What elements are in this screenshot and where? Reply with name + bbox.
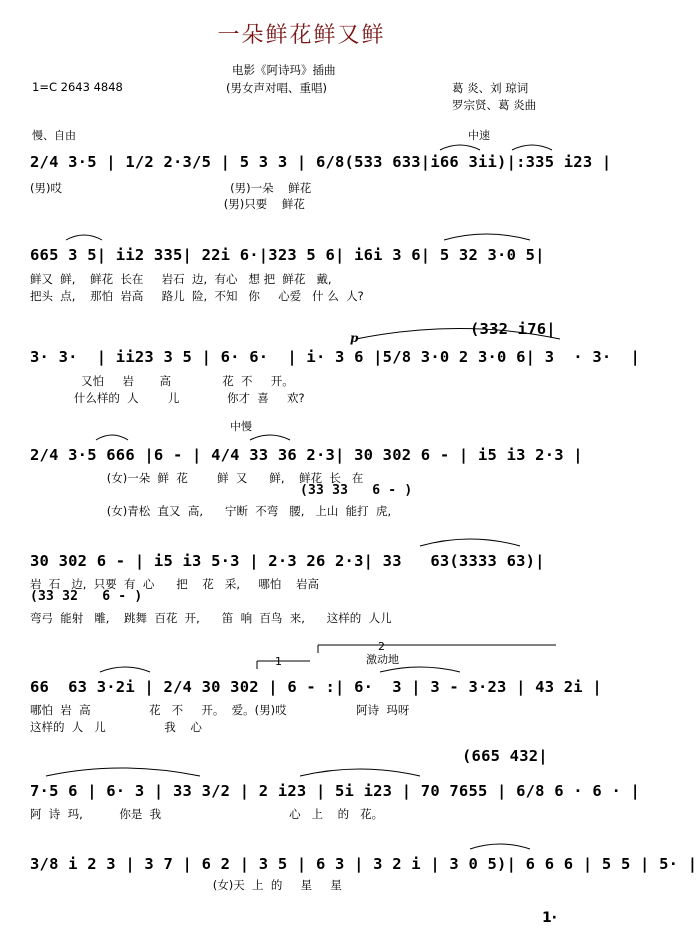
- slur-mark: [46, 768, 200, 776]
- song-title: 一朵鲜花鲜又鲜: [217, 22, 386, 47]
- slur-mark: [444, 234, 530, 240]
- staff-line-5: 30 302 6 - | i5 i3 5·3 | 2·3 26 2·3| 33 63(3333 63)|: [30, 552, 545, 570]
- key-signature: [32, 80, 123, 94]
- lyric-line-7a: 阿 诗 玛, 你是 我 心 上 的 花。: [30, 807, 384, 821]
- lyric-line-5b: 弯弓 能射 雕, 跳舞 百花 开, 笛 响 百鸟 来, 这样的 人儿: [30, 611, 392, 625]
- harmony-line-4: (33 33 6 - ): [300, 483, 413, 498]
- staff-line-1: 2/4 3·5 | 1/2 2·3/5 | 5 3 3 | 6/8(533 633|i66 3ii)|:335 i23 |: [30, 153, 612, 171]
- performance-note: (男女声对唱、重唱): [226, 81, 327, 95]
- lyric-line-2a: 鲜又 鲜, 鲜花 长在 岩石 边, 有心 想 把 鲜花 戴,: [30, 272, 332, 286]
- lyric-line-6a: 哪怕 岩 高 花 不 开。 爱。(男)哎 阿诗 玛呀: [30, 703, 410, 717]
- volta-2: 2: [378, 640, 385, 653]
- song-source: 电影《阿诗玛》插曲: [232, 63, 336, 77]
- lyric-line-2b: 把头 点, 那怕 岩高 路儿 险, 不知 你 心爱 什 么 人?: [30, 289, 364, 303]
- lyric-line-1b: (男)只要 鲜花: [30, 197, 305, 211]
- slur-mark: [66, 235, 102, 240]
- lyric-line-8a: (女)天 上 的 星 星: [30, 878, 342, 892]
- lyric-line-5a: 岩 石 边, 只要 有 心 把 花 采, 哪怕 岩高: [30, 577, 319, 591]
- lyric-line-4a: (女)一朵 鲜 花 鲜 又 鲜, 鲜花 长 在: [30, 471, 364, 485]
- staff-line-6: 66 63 3·2i | 2/4 30 302 | 6 - :| 6· 3 | 3 - 3·23 | 43 2i |: [30, 678, 602, 696]
- lyric-line-1a: (男)哎 (男)一朵 鲜花: [30, 181, 312, 195]
- staff-line-7: 7·5 6 | 6· 3 | 33 3/2 | 2 i23 | 5i i23 | 70 7655 | 6/8 6 · 6 · |: [30, 782, 641, 800]
- tempo-moderate: 中速: [468, 129, 490, 142]
- tempo-agitated: 激动地: [366, 653, 399, 666]
- time-signatures: 2643 4848: [60, 80, 123, 94]
- slur-mark: [250, 435, 290, 440]
- tempo-slower: 中慢: [230, 420, 252, 433]
- slur-mark: [440, 145, 480, 150]
- slur-mark: [380, 667, 460, 672]
- tempo-free: 慢、自由: [32, 129, 76, 142]
- slur-mark: [300, 769, 420, 776]
- slur-mark: [512, 145, 552, 150]
- page-number: 1·: [541, 910, 557, 926]
- slur-mark: [100, 667, 150, 672]
- staff-aux-7: (665 432|: [462, 747, 548, 765]
- composers-credit: 罗宗贤、葛 炎曲: [452, 98, 537, 112]
- lyricists-credit: 葛 炎、刘 琼词: [452, 81, 529, 95]
- staff-line-8: 3/8 i 2 3 | 3 7 | 6 2 | 3 5 | 6 3 | 3 2 i | 3 0 5)| 6 6 6 | 5 5 | 5· |: [30, 855, 697, 873]
- staff-line-4: 2/4 3·5 666 |6 - | 4/4 33 36 2·3| 30 302 6 - | i5 i3 2·3 |: [30, 446, 583, 464]
- lyric-line-3a: 又怕 岩 高 花 不 开。: [30, 374, 294, 388]
- staff-aux-3: (332 i76|: [470, 320, 556, 338]
- lyric-line-4b: (女)青松 直又 高, 宁断 不弯 腰, 上山 能打 虎,: [30, 504, 392, 518]
- slur-mark: [96, 435, 128, 440]
- lyric-line-3b: 什么样的 人 儿 你才 喜 欢?: [30, 391, 305, 405]
- key-label: 1=C: [32, 80, 57, 94]
- harmony-line-5: (33 32 6 - ): [30, 589, 143, 604]
- slur-mark: [470, 844, 530, 849]
- staff-line-2: 665 3 5| ii2 335| 22i 6·|323 5 6| i6i 3 6| 5 32 3·0 5|: [30, 246, 545, 264]
- lyric-line-6b: 这样的 人 儿 我 心: [30, 720, 202, 734]
- volta-1: 1: [275, 655, 282, 668]
- slur-mark: [420, 539, 520, 546]
- dynamic-mark: p: [350, 331, 359, 345]
- staff-line-3: 3· 3· | ii23 3 5 | 6· 6· | i· 3 6 |5/8 3·0 2 3·0 6| 3 · 3· |: [30, 348, 641, 366]
